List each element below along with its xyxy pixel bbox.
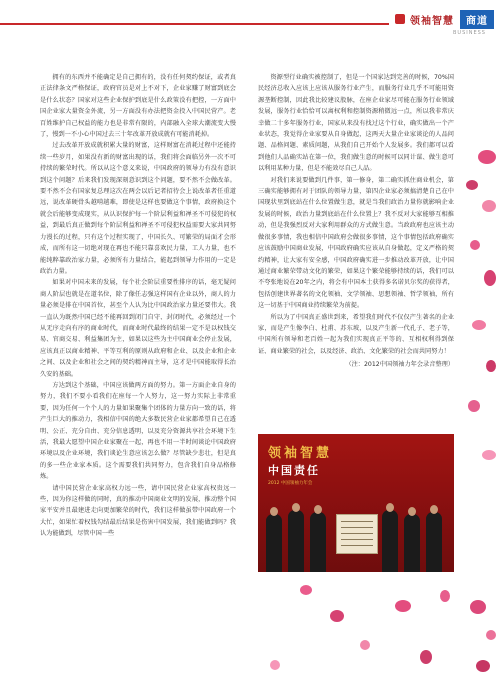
decorative-petal xyxy=(478,150,496,164)
decorative-petal xyxy=(300,585,312,595)
decorative-petal xyxy=(270,660,280,670)
person-head xyxy=(386,503,394,512)
paragraph: 资源型行业确实被控制了，但是一个国家达到完善的时候，70%国民经济总收入应该上应该从服务行业产生，而服务行业几乎不可能用资源垄断控制，因此我比较建议股脉，在座企业家尽可能在服务行业领域发展，服务行业恰恰可以离权利和控制资源稍微远一点，所以我非常庆幸做二十多年服务行业，国家从来没有找过这个行业，确实做出一个产业状态，我觉得企业家要从自身做起，这两天大量企业家谈论的人品问题、品格问题、素质问题，从我们自己开始个人发展多。我们都可以看到他们人品确实站在第一位，我们做生意的时候可以同计谋、做生意可以利用某种力量，但是不能效尽自己人品。 xyxy=(258,74,454,173)
decorative-petal xyxy=(482,450,496,460)
decorative-petal xyxy=(484,270,496,286)
decorative-petal xyxy=(482,200,496,212)
left-column xyxy=(40,72,236,540)
paragraph: 如果对中国未来的发展，每个社会阶层重要性排序的话，毫无疑问商人阶层也就是在道名位，除了像任志强这样国有企业以外，商人的力量必须是排在中国首位，甚至个人认为比中国政治家力量还要伟大。我一直认为既然中国已经不能再回到闭门自守、封闭时代，必须经过一个从无序走向有序的商业时代，而商业时代最终的结果一定不是以权钱交易、官商交易、利益集团为主，如果以这些为主中国商业会停止发展，应该真正以商业精神、平等互利的原则从政府和企业、以及企业和企业之间、以及企业和社会之间的契约精神而主导，这才是中国能取得长治久安的基础。 xyxy=(40,279,236,378)
decorative-petal xyxy=(476,660,490,672)
person-head xyxy=(292,503,300,512)
person-head xyxy=(408,507,416,516)
source-note: （注：2012中国领袖力年会录音整理） xyxy=(345,361,454,369)
paragraph: 拥有的东西并不能确定是自己拥有的，没有任何契约保证，或者真正法律条文严格保证，政府官员是对上不对下，企业家赚了财富到底会是什么状态？国家对这些企业保护到底是什么政策没有把控，一方面中国企业家大量资金外流，另一方面没有办法把资金投入中国民营产。老百姓维护自己权益的能力也是非常有限的，内部融入全球大潮流变大慢了，慢到一不小心中国过去三十年改革开放成就有可能消耗掉。 xyxy=(40,74,236,139)
decorative-petal xyxy=(360,640,370,650)
right-column xyxy=(258,72,454,371)
decorative-petal xyxy=(486,630,496,640)
person-figure xyxy=(426,512,442,572)
decorative-petal xyxy=(440,590,450,602)
person-figure xyxy=(310,512,326,572)
decorative-petal xyxy=(470,600,486,614)
paragraph: 对我们来说要做到几件事，第一修身，第二确实抓住商业机会，第三确实能够拥有对于团队的领导力量，第四企业家必须搞清楚自己在中国现状里到底站在什么位置做生意，就是当我们政治力量你就影响企业发展的时候，政治力量到底站在什么位置上？我不反对大家能够互相推动，但是我强烈反对大家利用群众的方式做生意。当政政府也应该主动做很多事情，我也相信中国政府会做很多事情，这个事情包括政府确实应该鼓励中国商业发展，中国政府确实应该从自身做起，定义严格的契约精神，让大家有安全感，中国政府确实进一步推动改革开放，让中国通过商业繁荣带动文化的繁荣，如果这个繁荣能够持续的话，我们可以不夸张地说在20年之内，将会有中国本土获得多名诺贝尔奖的获得者，包括创建世界著名的文化领袖、文学领袖、思想领袖、哲学领袖，所有这一切基于中国商业持续繁荣为前提。 xyxy=(258,176,454,310)
paragraph: 方达到这个基础，中国应该做两方面的努力。第一方面企业自身的努力，我们不要小看我们在座每一个人努力，这一努力实际上非常重要，因为任何一个个人的力量如果聚集个团体的力量方向一致的话，将产生巨大的推动力，我相信中国的绝大多数民营企业家都希望自己在透明、公正、充分自由、充分信息透明，以及充分资源共享社会环境下生活，我最大愿望中国企业家聚在一起，再也不用一半时间谈论中国政府环境以及企业环境，我们谈论生意应该怎么做？尽管缺少悲壮，但是真的多一些企业家本质。这个需要我们共同努力，包含我们自身品格修炼。 xyxy=(40,381,236,481)
photo-banner-small: 2012 中国领袖力年会 xyxy=(268,481,313,486)
decorative-petal xyxy=(420,650,432,664)
paragraph: 所以为了中国真正盛世到来，希望我们时代不仅仅产生著名的企业家，而是产生像李白、杜甫、苏东坡，以及产生新一代孔子、老子等，中国所有领导和老百姓一起为我们实现真正平等的、互相权利得到保证、商业繁荣的社会，以及经济、政治、文化繁荣的社会而共同努力！ xyxy=(258,313,454,355)
person-figure xyxy=(404,514,420,572)
decorative-petal xyxy=(395,600,411,612)
photo-banner-sub: 中国责任 xyxy=(268,464,320,477)
decorative-petal xyxy=(330,610,344,622)
photo-banner-main: 领袖智慧 xyxy=(268,446,333,461)
paragraph: 过去改革开放成就积累大量的财富，这样财富在消耗过程中还能持续一些岁月，如果没有新的财富出现的话，我们将会面临另外一次不可持续的繁荣时代。所以从这个意义来说，中国政府的领导力有没有意识到这个问题？后来我们发现深刻意识到这个问题，要不然不会做改革。要不然不会有国家复总理这次在两会以后记者招待会上说改革者任重道远，说改革硬骨头越啃越难，即使是这样也要做这个事情，政府换这个就会后能够变成现实，从认识保护每一个阶层利益和禅圣不可侵犯的权益，到最后真正做到每个阶层利益和禅圣不可侵犯权益需要大家共同努力漫长的过程，只有这个过程实现了，中国长久、可繁荣的局面才会形成，而所有这一切绝对现在再也不能只靠喜欢民力量，工人力量，也不能纯粹靠政治家力量，必须所有力量结合，能起到领导力作用的一定是政治力量。 xyxy=(40,142,236,275)
event-photo xyxy=(258,434,454,572)
person-head xyxy=(314,505,322,514)
certificate-scroll xyxy=(336,514,378,554)
decorative-petal xyxy=(470,240,480,250)
decorative-petal xyxy=(486,360,496,372)
person-figure xyxy=(288,510,304,572)
column-name: 领袖智慧 xyxy=(410,15,454,27)
decorative-petal xyxy=(472,320,486,330)
header-square-icon xyxy=(395,14,405,24)
person-head xyxy=(430,505,438,514)
person-figure xyxy=(266,514,282,572)
person-head xyxy=(270,507,278,516)
section-tag: 商道 xyxy=(460,10,494,29)
decorative-petal xyxy=(468,400,480,412)
page-header xyxy=(389,10,500,28)
person-figure xyxy=(382,510,398,572)
decorative-petal xyxy=(466,180,478,190)
section-subtitle: BUSINESS xyxy=(453,30,486,36)
paragraph: 请中国民营企业家高权力远一些，请中国民营企业家高权贵远一些，因为你这样做的同时，真的推动中国商业文明的发展，推动整个国家平安并且最建进走向更加繁荣的时代，我们这样做虽带中国政府一个大忙，如果忙着权钱勾结最后结果是伤害中国发展，我们能做到吗？我认为能做到，尽管中国一些 xyxy=(40,484,236,538)
